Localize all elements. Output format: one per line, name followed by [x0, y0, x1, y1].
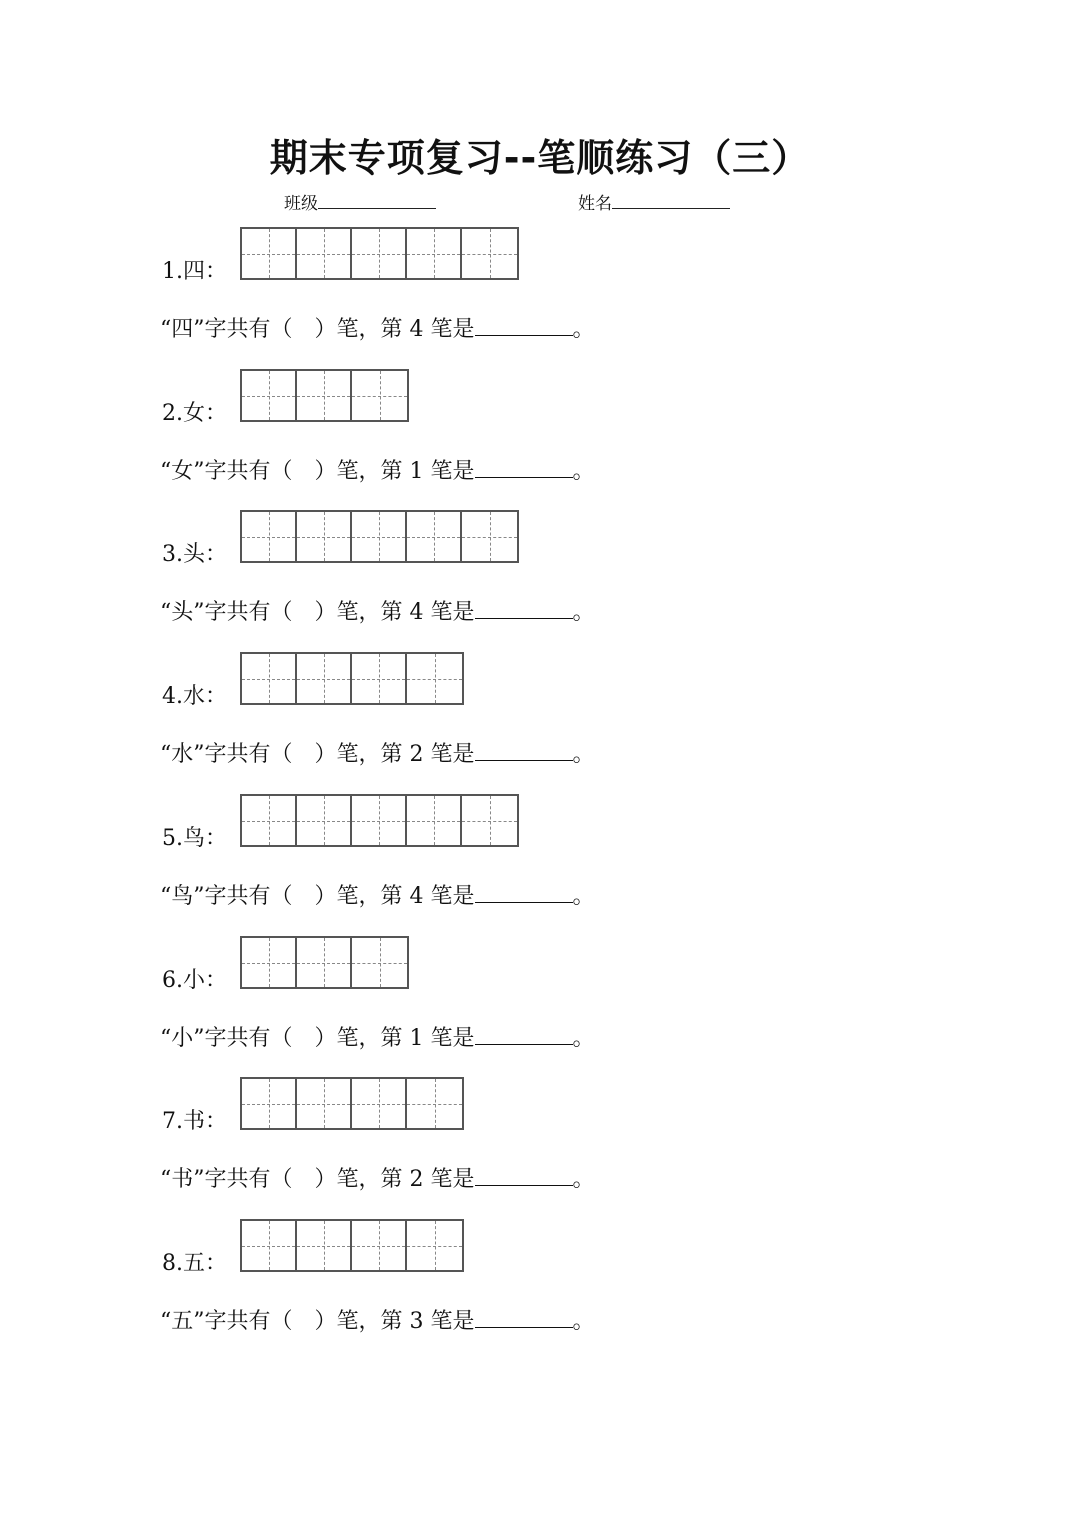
item-label	[162, 966, 227, 996]
item-number: 2.	[162, 401, 183, 426]
question-end: 。	[572, 1309, 595, 1334]
item-colon: ：	[205, 826, 228, 851]
question-text: “水”字共有（ ）笔，第	[160, 742, 403, 767]
question-text: “四”字共有（ ）笔，第	[160, 317, 403, 342]
grid-cell[interactable]	[297, 794, 352, 847]
grid-cell[interactable]	[242, 1219, 297, 1272]
grid-cell[interactable]	[242, 794, 297, 847]
grid-cell[interactable]	[352, 510, 407, 563]
grid-cell[interactable]	[407, 794, 462, 847]
grid-cell[interactable]	[462, 510, 517, 563]
question-tail: 笔是	[430, 459, 475, 484]
grid-cell[interactable]	[242, 1077, 297, 1130]
grid-cell[interactable]	[297, 936, 352, 989]
question-end: 。	[572, 884, 595, 909]
question-line	[160, 596, 595, 628]
grid-cell[interactable]	[352, 369, 407, 422]
name-field	[578, 190, 730, 216]
item-label	[162, 824, 227, 854]
grid-cell[interactable]	[407, 1077, 462, 1130]
class-label: 班级	[284, 194, 318, 214]
question-end: 。	[572, 742, 595, 767]
grid-cell[interactable]	[352, 1077, 407, 1130]
grid-cell[interactable]	[242, 227, 297, 280]
grid-cell[interactable]	[407, 1219, 462, 1272]
stroke-grid[interactable]	[240, 227, 519, 280]
item-number: 1.	[162, 259, 183, 284]
question-tail: 笔是	[430, 1309, 475, 1334]
grid-cell[interactable]	[297, 510, 352, 563]
grid-cell[interactable]	[352, 1219, 407, 1272]
grid-cell[interactable]	[297, 227, 352, 280]
question-text: “女”字共有（ ）笔，第	[160, 459, 403, 484]
stroke-grid[interactable]	[240, 510, 519, 563]
question-line	[160, 1163, 595, 1195]
stroke-grid[interactable]	[240, 652, 464, 705]
question-text: “书”字共有（ ）笔，第	[160, 1167, 403, 1192]
grid-cell[interactable]	[242, 936, 297, 989]
item-colon: ：	[205, 968, 228, 993]
item-number: 7.	[162, 1109, 183, 1134]
stroke-number: 2	[409, 742, 424, 767]
question-end: 。	[572, 317, 595, 342]
answer-blank[interactable]	[475, 1163, 573, 1186]
question-end: 。	[572, 600, 595, 625]
item-number: 6.	[162, 968, 183, 993]
item-char: 水	[183, 684, 206, 709]
question-line	[160, 1022, 595, 1054]
grid-cell[interactable]	[352, 936, 407, 989]
name-input-line[interactable]	[612, 190, 730, 209]
item-char: 女	[183, 401, 206, 426]
stroke-number: 4	[409, 600, 424, 625]
question-line	[160, 313, 595, 345]
grid-cell[interactable]	[407, 227, 462, 280]
stroke-grid[interactable]	[240, 1077, 464, 1130]
question-text: “五”字共有（ ）笔，第	[160, 1309, 403, 1334]
item-label	[162, 1249, 227, 1279]
grid-cell[interactable]	[297, 369, 352, 422]
item-colon: ：	[205, 259, 228, 284]
answer-blank[interactable]	[475, 1022, 573, 1045]
question-line	[160, 880, 595, 912]
item-number: 4.	[162, 684, 183, 709]
stroke-grid[interactable]	[240, 794, 519, 847]
grid-cell[interactable]	[297, 652, 352, 705]
stroke-grid[interactable]	[240, 936, 409, 989]
stroke-number: 1	[409, 459, 424, 484]
question-end: 。	[572, 459, 595, 484]
name-label: 姓名	[578, 194, 612, 214]
stroke-number: 1	[409, 1026, 424, 1051]
stroke-grid[interactable]	[240, 369, 409, 422]
item-colon: ：	[205, 1251, 228, 1276]
class-field	[284, 190, 436, 216]
question-tail: 笔是	[430, 742, 475, 767]
question-text: “鸟”字共有（ ）笔，第	[160, 884, 403, 909]
grid-cell[interactable]	[462, 227, 517, 280]
question-tail: 笔是	[430, 1167, 475, 1192]
item-char: 四	[183, 259, 206, 284]
stroke-number: 3	[409, 1309, 424, 1334]
item-number: 3.	[162, 542, 183, 567]
item-number: 5.	[162, 826, 183, 851]
item-colon: ：	[205, 401, 228, 426]
item-char: 头	[183, 542, 206, 567]
question-text: “头”字共有（ ）笔，第	[160, 600, 403, 625]
answer-blank[interactable]	[475, 313, 573, 336]
grid-cell[interactable]	[352, 227, 407, 280]
question-line	[160, 1305, 595, 1337]
question-tail: 笔是	[430, 1026, 475, 1051]
question-tail: 笔是	[430, 317, 475, 342]
grid-cell[interactable]	[297, 1219, 352, 1272]
item-label	[162, 682, 227, 712]
question-tail: 笔是	[430, 884, 475, 909]
question-line	[160, 738, 595, 770]
item-char: 鸟	[183, 826, 206, 851]
stroke-number: 4	[409, 317, 424, 342]
item-colon: ：	[205, 684, 228, 709]
grid-cell[interactable]	[242, 510, 297, 563]
grid-cell[interactable]	[462, 794, 517, 847]
question-line	[160, 455, 595, 487]
stroke-number: 2	[409, 1167, 424, 1192]
grid-cell[interactable]	[352, 652, 407, 705]
answer-blank[interactable]	[475, 1305, 573, 1328]
item-label	[162, 257, 227, 287]
grid-cell[interactable]	[407, 652, 462, 705]
item-colon: ：	[205, 1109, 228, 1134]
item-number: 8.	[162, 1251, 183, 1276]
page-title: 期末专项复习--笔顺练习（三）	[269, 136, 811, 180]
grid-cell[interactable]	[352, 794, 407, 847]
item-label	[162, 1107, 227, 1137]
question-text: “小”字共有（ ）笔，第	[160, 1026, 403, 1051]
question-tail: 笔是	[430, 600, 475, 625]
grid-cell[interactable]	[242, 369, 297, 422]
answer-blank[interactable]	[475, 596, 573, 619]
item-char: 小	[183, 968, 206, 993]
grid-cell[interactable]	[297, 1077, 352, 1130]
stroke-grid[interactable]	[240, 1219, 464, 1272]
answer-blank[interactable]	[475, 455, 573, 478]
question-end: 。	[572, 1167, 595, 1192]
item-char: 五	[183, 1251, 206, 1276]
grid-cell[interactable]	[407, 510, 462, 563]
item-colon: ：	[205, 542, 228, 567]
item-char: 书	[183, 1109, 206, 1134]
answer-blank[interactable]	[475, 880, 573, 903]
answer-blank[interactable]	[475, 738, 573, 761]
stroke-number: 4	[409, 884, 424, 909]
class-input-line[interactable]	[318, 190, 436, 209]
question-end: 。	[572, 1026, 595, 1051]
item-label	[162, 540, 227, 570]
grid-cell[interactable]	[242, 652, 297, 705]
item-label	[162, 399, 227, 429]
